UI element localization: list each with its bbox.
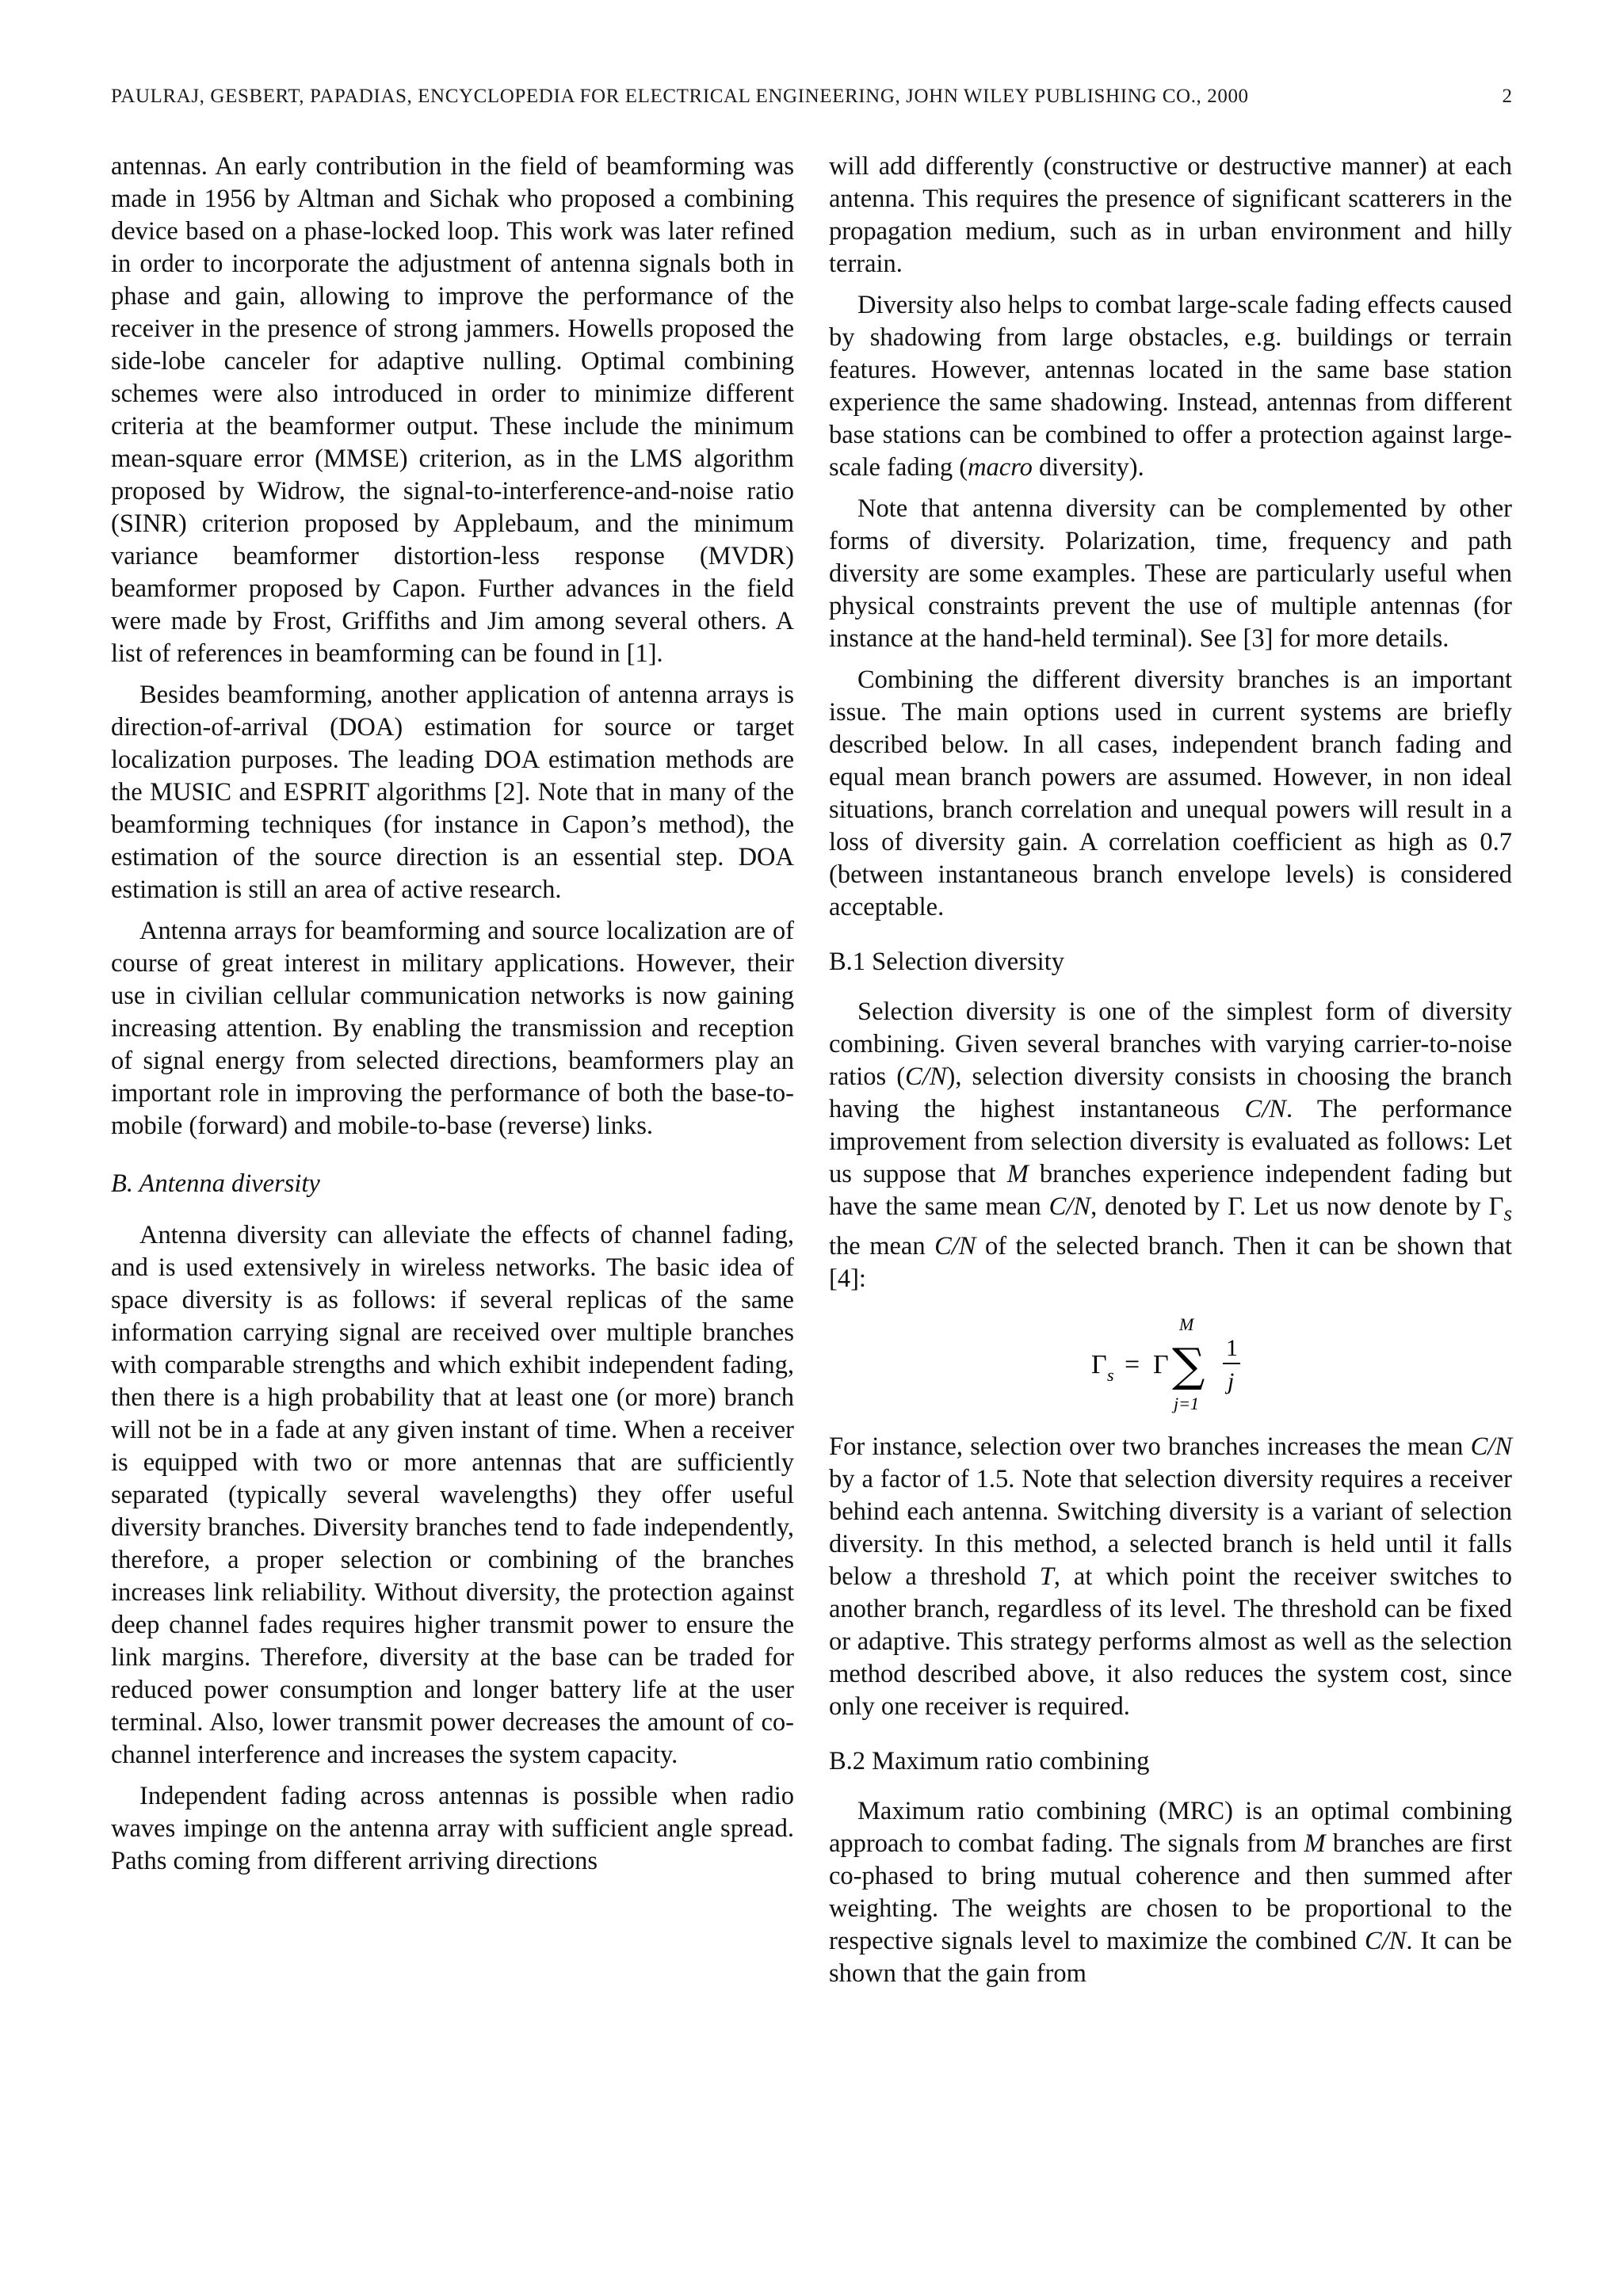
eq-sum-upper: M	[1179, 1314, 1194, 1334]
paragraph-maximum-ratio-combining	[829, 1795, 1512, 1990]
text-run: the mean	[829, 1231, 935, 1261]
eq-sum-lower: j=1	[1174, 1393, 1199, 1413]
eq-sum-symbol: ∑	[1172, 1337, 1205, 1392]
math-cn: C/N	[1470, 1432, 1512, 1461]
text-run: branches are first co-phased to bring mutual coherence and then summed after weighting. The weights are chosen to be proportional to the respective signals level to maximize the combined	[829, 1829, 1512, 1955]
eq-lhs-gamma: Γ	[1091, 1349, 1107, 1379]
subsection-heading-maximum-ratio-combining: B.2 Maximum ratio combining	[829, 1746, 1150, 1775]
text-run: diversity).	[1032, 453, 1144, 482]
paragraph-large-scale-fading	[829, 289, 1512, 484]
math-cn: C/N	[934, 1231, 976, 1261]
text-run: , denoted by Γ. Let us now denote by	[1090, 1192, 1489, 1221]
page-number: 2	[1502, 86, 1512, 107]
text-run: ), selection diversity consists in choosing the branch having the highest instantaneous	[829, 1062, 1512, 1123]
paragraph-beamforming-history: antennas. An early contribution in the field of beamforming was made in 1956 by Altman and Sichak who proposed a combining device based on a phase-locked loop. This work was later refined in order to incorporate the adjustment of antenna signals both in phase and gain, allowing to improve the performance of the receiver in the presence of strong jammers. Howells proposed the side-lobe canceler for adaptive nulling. Optimal combining schemes were also introduced in order to minimize different criteria at the beamformer output. These include the minimum mean-square error (MMSE) criterion, as in the LMS algorithm proposed by Widrow, the signal-to-interference-and-noise ratio (SINR) criterion proposed by Applebaum, and the minimum variance beamformer distortion-less response (MVDR) beamformer proposed by Capon. Further advances in the field were made by Frost, Griffiths and Jim among several others. A list of references in beamforming can be found in [1].	[111, 152, 794, 668]
math-m: M	[1006, 1160, 1029, 1188]
math-gamma-s	[1488, 1192, 1512, 1226]
eq-equals: =	[1125, 1349, 1140, 1379]
running-head: PAULRAJ, GESBERT, PAPADIAS, ENCYCLOPEDIA FOR ELECTRICAL ENGINEERING, JOHN WILEY PUBLISHING CO., 2000	[111, 86, 1249, 107]
math-cn: C/N	[1048, 1192, 1091, 1221]
paragraph-scatterers: will add differently (constructive or destructive manner) at each antenna. This requires the presence of significant scatterers in the propagation medium, such as in urban environment and hilly terrain.	[829, 152, 1512, 278]
right-column	[829, 151, 1512, 1999]
subsection-heading-selection-diversity: B.1 Selection diversity	[829, 948, 1064, 976]
math-cn: C/N	[1244, 1095, 1286, 1123]
eq-gamma: Γ	[1153, 1349, 1169, 1379]
paragraph-selection-diversity	[829, 996, 1512, 1295]
equation-graphic	[1083, 1308, 1258, 1419]
eq-numerator: 1	[1226, 1334, 1238, 1361]
section-heading-antenna-diversity: B. Antenna diversity	[111, 1169, 320, 1198]
paragraph-other-diversity-forms: Note that antenna diversity can be complemented by other forms of diversity. Polarization, time, frequency and path diversity are some examples. These are particularly useful when physical constraints prevent the use of multiple antennas (for instance at the hand-held terminal). See [3] for more details.	[829, 494, 1512, 653]
subscript-s: s	[1503, 1201, 1512, 1226]
paragraph-selection-example	[829, 1431, 1512, 1723]
math-cn: C/N	[905, 1062, 947, 1091]
text-run: Diversity also helps to combat large-scale fading effects caused by shadowing from large obstacles, e.g. buildings or terrain features. However, antennas located in the same base station experience the same shadowing. Instead, antennas from different base stations can be combined to offer a protection against large-scale fading (	[829, 291, 1512, 482]
text-run: . The performance improvement from selection diversity is evaluated as follows: Let us suppose that	[829, 1095, 1512, 1188]
text-run: Selection diversity is one of the simplest form of diversity combining. Given several branches with varying carrier-to-noise ratios (	[829, 997, 1512, 1091]
eq-denominator: j	[1228, 1367, 1235, 1394]
paragraph-combining-branches: Combining the different diversity branches is an important issue. The main options used in current systems are briefly described below. In all cases, independent branch fading and equal mean branch powers are assumed. However, in non ideal situations, branch correlation and unequal powers will result in a loss of diversity gain. A correlation coefficient as high as 0.7 (between instantaneous branch envelope levels) is considered acceptable.	[829, 666, 1512, 921]
text-run: of the selected branch. Then it can be shown that [4]:	[829, 1231, 1512, 1293]
text-run: branches experience independent fading but have the same mean	[829, 1160, 1512, 1221]
paragraph-military-applications: Antenna arrays for beamforming and source localization are of course of great interest in military applications. However, their use in civilian cellular communication networks is now gaining increasing attention. By enabling the transmission and reception of signal energy from selected directions, beamformers play an important role in improving the performance of both the base-to-mobile (forward) and mobile-to-base (reverse) links.	[111, 917, 794, 1140]
italic-term-macro: macro	[968, 453, 1033, 482]
math-cn: C/N	[1365, 1926, 1407, 1955]
text-run: For instance, selection over two branches increases the mean	[829, 1432, 1471, 1461]
equation-selection-gain	[829, 1304, 1512, 1423]
gamma-symbol: Γ	[1488, 1192, 1504, 1221]
math-m: M	[1304, 1829, 1326, 1858]
text-run: . It can be shown that the gain from	[829, 1926, 1512, 1988]
eq-lhs-subscript: s	[1107, 1364, 1114, 1385]
text-run: , at which point the receiver switches to another branch, regardless of its level. The threshold can be fixed or adaptive. This strategy performs almost as well as the selection method described above, it also reduces the system cost, since only one receiver is required.	[829, 1562, 1512, 1721]
paragraph-doa-estimation: Besides beamforming, another application of antenna arrays is direction-of-arrival (DOA) estimation for source or target localization purposes. The leading DOA estimation methods are the MUSIC and ESPRIT algorithms [2]. Note that in many of the beamforming techniques (for instance in Capon’s method), the estimation of the source direction is an essential step. DOA estimation is still an area of active research.	[111, 681, 794, 904]
text-run: by a factor of 1.5. Note that selection diversity requires a receiver behind each antenna. Switching diversity is a variant of selection diversity. In this method, a selected branch is held until it falls below a threshold	[829, 1464, 1512, 1591]
paragraph-independent-fading: Independent fading across antennas is possible when radio waves impinge on the antenna array with sufficient angle spread. Paths coming from different arriving directions	[111, 1782, 794, 1875]
paragraph-antenna-diversity: Antenna diversity can alleviate the effects of channel fading, and is used extensively in wireless networks. The basic idea of space diversity is as follows: if several replicas of the same information carrying signal are received over multiple branches with comparable strengths and which exhibit independent fading, then there is a high probability that at least one (or more) branch will not be in a fade at any given instant of time. When a receiver is equipped with two or more antennas that are sufficiently separated (typically several wavelengths) they offer useful diversity branches. Diversity branches tend to fade independently, therefore, a proper selection or combining of the branches increases link reliability. Without diversity, the protection against deep channel fades requires higher transmit power to ensure the link margins. Therefore, diversity at the base can be traded for reduced power consumption and longer battery life at the user terminal. Also, lower transmit power decreases the amount of co-channel interference and increases the system capacity.	[111, 1221, 794, 1769]
text-run: Maximum ratio combining (MRC) is an optimal combining approach to combat fading. The signals from	[829, 1796, 1512, 1858]
left-column	[111, 151, 794, 1886]
math-t: T	[1039, 1562, 1054, 1591]
